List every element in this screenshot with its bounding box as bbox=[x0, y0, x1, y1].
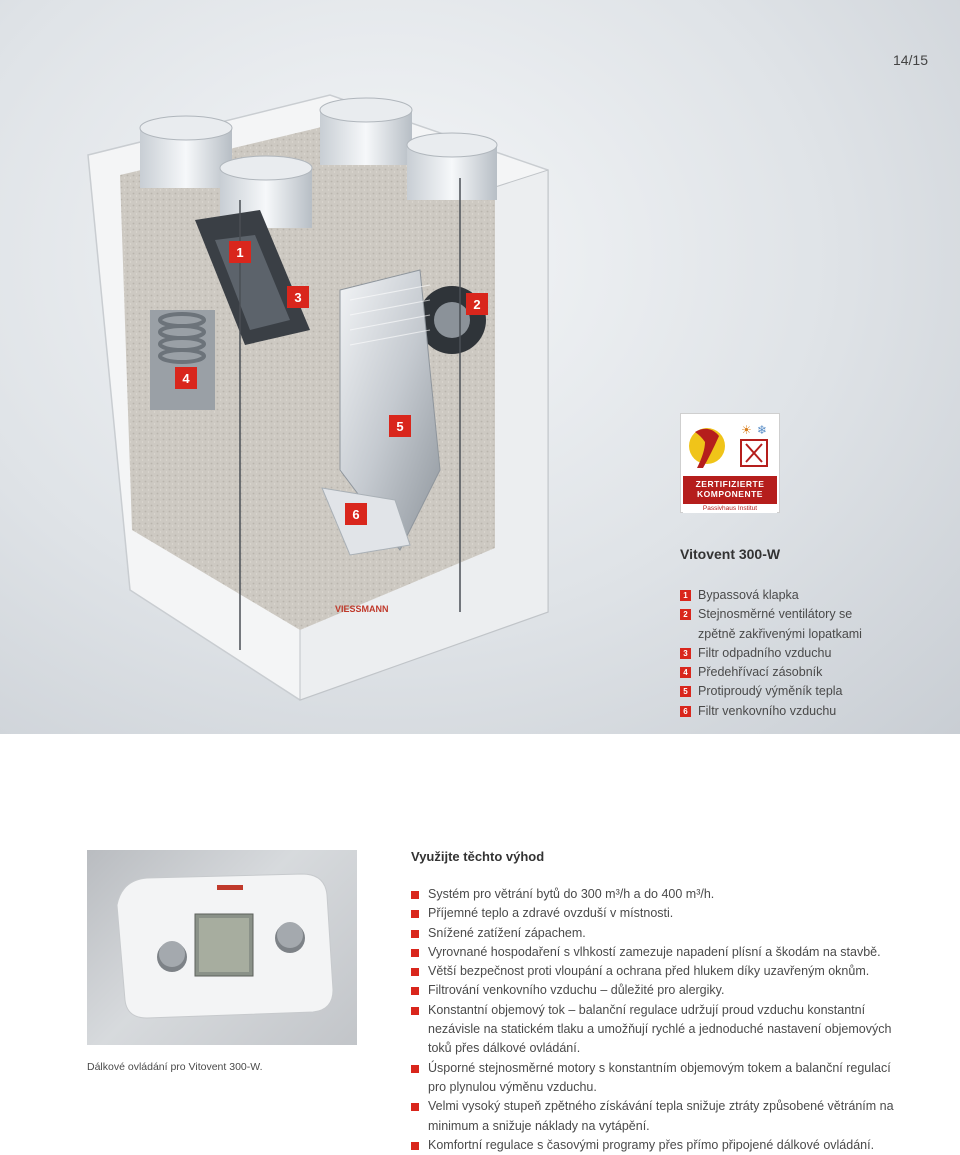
unit-brand-logo: VIESSMANN bbox=[335, 604, 389, 614]
benefit-item: Konstantní objemový tok – balanční regulace udržují proud vzduchu konstantní nezávisle na statickém tlaku a umožňují rychlé a jednoduché nastavení objemových toků přes dálkové ovládání. bbox=[411, 1001, 911, 1059]
callout-5: 5 bbox=[389, 415, 411, 437]
benefit-item: Příjemné teplo a zdravé ovzduší v místnosti. bbox=[411, 904, 911, 923]
passivhaus-certificate-logo bbox=[680, 413, 780, 513]
remote-control-photo bbox=[87, 850, 357, 1045]
callout-4: 4 bbox=[175, 367, 197, 389]
benefit-item: Systém pro větrání bytů do 300 m³/h a do 400 m³/h. bbox=[411, 885, 911, 904]
benefit-item: Úsporné stejnosměrné motory s konstantním objemovým tokem a balanční regulací pro plynulou výměnu vzduchu. bbox=[411, 1059, 911, 1098]
benefit-item: Velmi vysoký stupeň zpětného získávání tepla snižuje ztráty způsobené větráním na minimum a snižuje náklady na vytápění. bbox=[411, 1097, 911, 1136]
legend-item: 4 Předehřívací zásobník bbox=[680, 663, 862, 682]
callout-2: 2 bbox=[466, 293, 488, 315]
legend-item: 2 Stejnosměrné ventilátory se bbox=[680, 605, 862, 624]
callout-3: 3 bbox=[287, 286, 309, 308]
remote-control-illustration bbox=[87, 850, 357, 1045]
passivhaus-emblem-icon bbox=[681, 414, 781, 474]
benefit-item: Snížené zatížení zápachem. bbox=[411, 924, 911, 943]
svg-text:☀: ☀ bbox=[741, 423, 752, 437]
benefits-list bbox=[411, 885, 911, 1155]
page-number: 14/15 bbox=[892, 52, 928, 68]
callout-6: 6 bbox=[345, 503, 367, 525]
benefit-item: Větší bezpečnost proti vloupání a ochrana před hlukem díky uzavřeným oknům. bbox=[411, 962, 911, 981]
component-legend bbox=[680, 586, 862, 721]
legend-item: 6 Filtr venkovního vzduchu bbox=[680, 702, 862, 721]
certificate-issuer: Passivhaus Institut bbox=[683, 504, 777, 513]
callout-1: 1 bbox=[229, 241, 251, 263]
svg-text:❄: ❄ bbox=[757, 423, 768, 437]
legend-item: 5 Protiproudý výměník tepla bbox=[680, 682, 862, 701]
benefit-item: Vyrovnané hospodaření s vlhkostí zamezuje napadení plísní a škodám na stavbě. bbox=[411, 943, 911, 962]
legend-item: 1 Bypassová klapka bbox=[680, 586, 862, 605]
product-title: Vitovent 300-W bbox=[680, 546, 781, 562]
remote-control-caption: Dálkové ovládání pro Vitovent 300-W. bbox=[87, 1061, 263, 1073]
benefits-heading: Využijte těchto výhod bbox=[411, 849, 545, 864]
certificate-band: ZERTIFIZIERTE KOMPONENTE bbox=[683, 476, 777, 504]
benefit-item: Komfortní regulace s časovými programy přes přímo připojené dálkové ovládání. bbox=[411, 1136, 911, 1155]
legend-item: 3 Filtr odpadního vzduchu bbox=[680, 644, 862, 663]
legend-item-continuation: zpětně zakřivenými lopatkami bbox=[698, 626, 862, 641]
benefit-item: Filtrování venkovního vzduchu – důležité pro alergiky. bbox=[411, 981, 911, 1000]
